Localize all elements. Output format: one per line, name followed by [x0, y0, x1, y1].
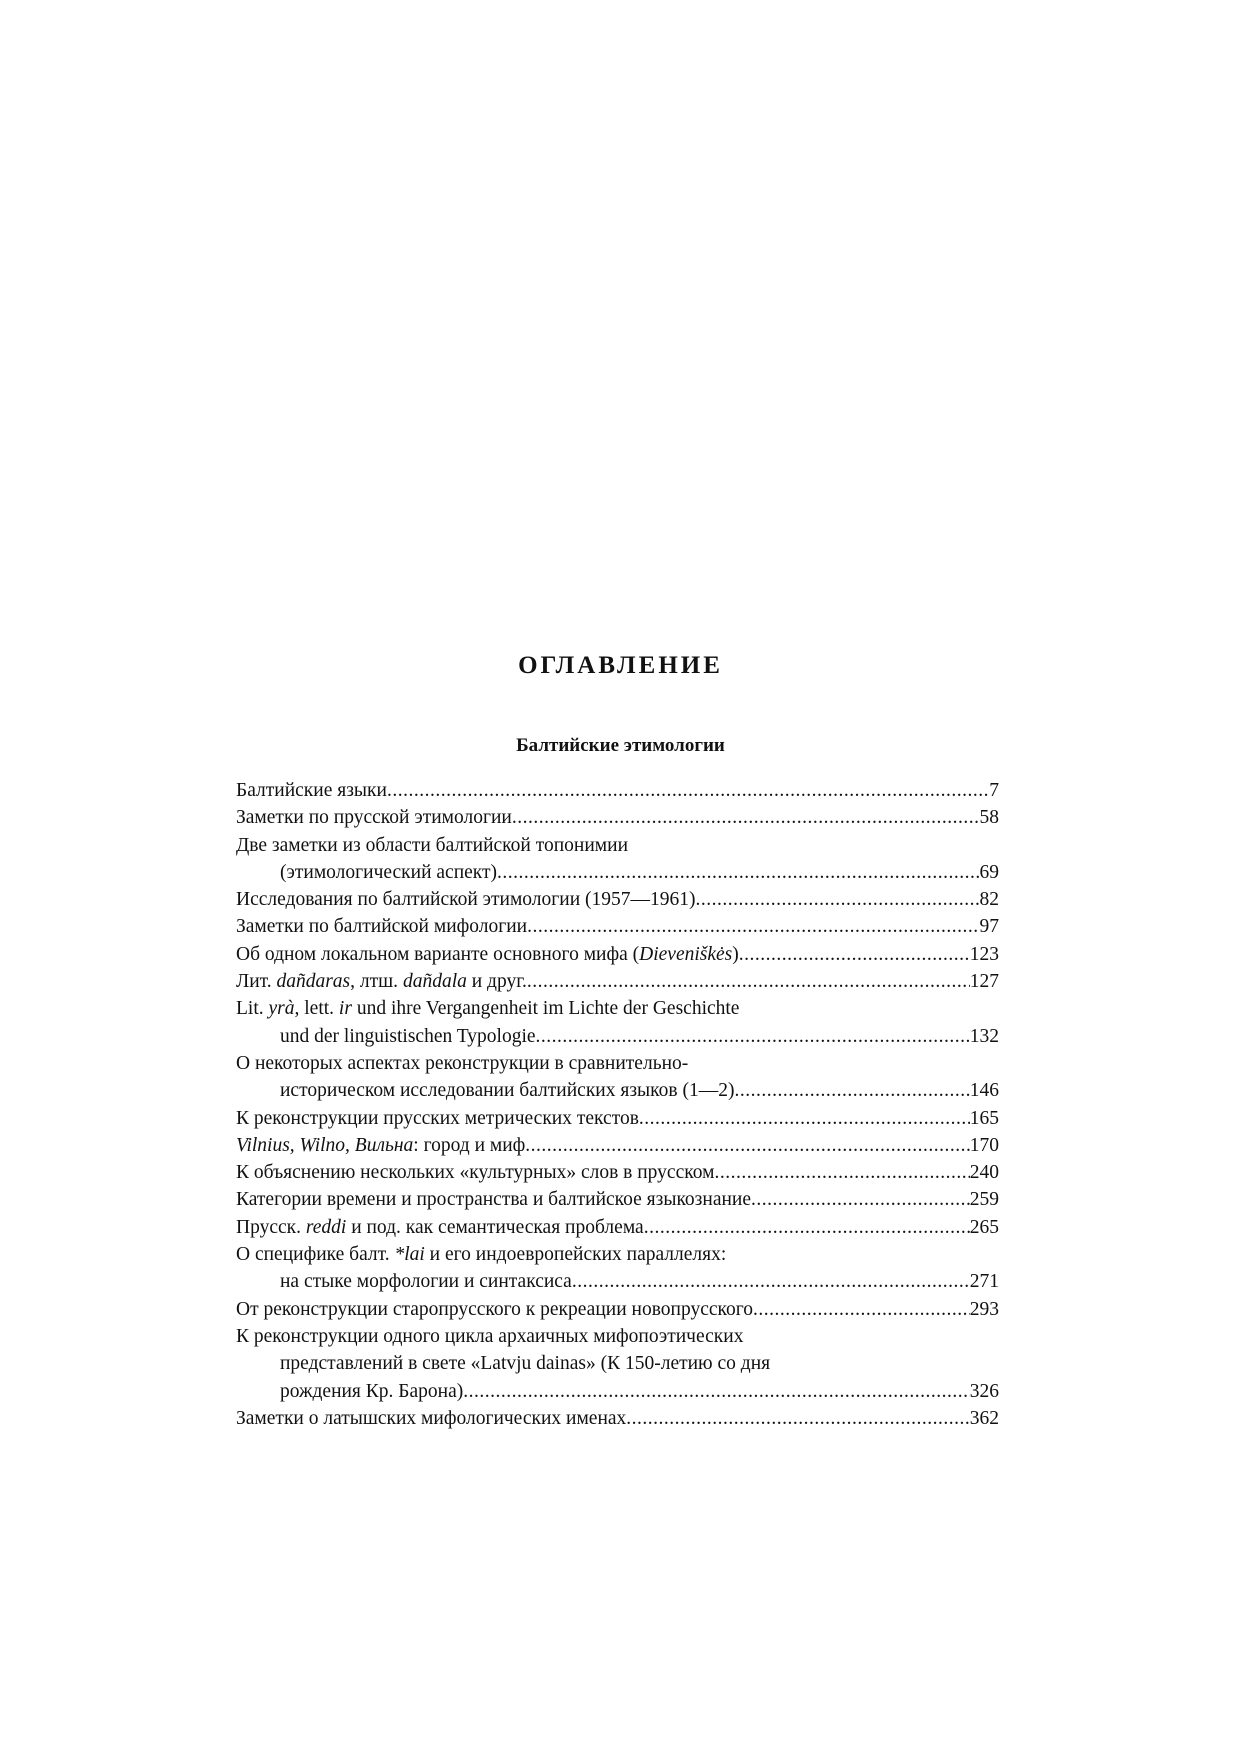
- toc-line: [236, 886, 999, 913]
- toc-line: [236, 913, 999, 940]
- toc-line: [236, 1105, 999, 1132]
- toc-page-number: 69: [979, 861, 999, 883]
- toc-entry[interactable]: [236, 995, 999, 1050]
- toc-entry[interactable]: [236, 777, 999, 804]
- toc-entry-title: Заметки о латышских мифологических именах: [236, 1407, 627, 1429]
- dot-leader: [739, 941, 970, 968]
- toc-entry[interactable]: [236, 941, 999, 968]
- table-of-contents: [236, 777, 999, 1432]
- toc-entry-title: К объяснению нескольких «культурных» слов в прусском: [236, 1162, 715, 1184]
- toc-line: [236, 1023, 999, 1050]
- toc-entry[interactable]: [236, 804, 999, 831]
- dot-leader: [527, 913, 979, 940]
- toc-line: [236, 1323, 999, 1350]
- dot-leader: [753, 1296, 970, 1323]
- toc-entry-title: представлений в свете «Latvju dainas» (К 150-летию со дня: [280, 1353, 771, 1375]
- toc-line: [236, 1077, 999, 1104]
- toc-page-number: 7: [989, 780, 999, 801]
- dot-leader: [525, 1132, 969, 1159]
- toc-page-number: 58: [979, 807, 999, 829]
- toc-line: [236, 1378, 999, 1405]
- toc-line: [236, 1159, 999, 1186]
- toc-page-number: 132: [969, 1025, 999, 1047]
- toc-page-number: 259: [969, 1189, 999, 1211]
- toc-entry[interactable]: [236, 1050, 999, 1105]
- toc-line: [236, 941, 999, 968]
- toc-line: [236, 777, 999, 804]
- toc-page-number: 362: [969, 1407, 999, 1429]
- toc-line: [236, 968, 999, 995]
- toc-entry-title: О специфике балт. *lai и его индоевропейских параллелях:: [236, 1244, 727, 1266]
- toc-entry-title: О некоторых аспектах реконструкции в сравнительно-: [236, 1052, 689, 1074]
- dot-leader: [387, 777, 989, 804]
- toc-line: [236, 1050, 999, 1077]
- toc-entry[interactable]: [236, 1241, 999, 1296]
- toc-entry[interactable]: [236, 1132, 999, 1159]
- toc-entry-title: Лит. dañdaras, лтш. dañdala и друг.: [236, 971, 527, 993]
- toc-line: [236, 1405, 999, 1432]
- toc-page-number: 326: [969, 1380, 999, 1402]
- toc-line: [236, 1350, 999, 1377]
- dot-leader: [512, 804, 980, 831]
- toc-entry-title: на стыке морфологии и синтаксиса: [280, 1271, 572, 1293]
- section-title: Балтийские этимологии: [516, 735, 725, 756]
- toc-line: [236, 832, 999, 859]
- toc-page-number: 265: [969, 1216, 999, 1238]
- toc-entry-title: Заметки по балтийской мифологии: [236, 916, 528, 938]
- toc-entry-title: К реконструкции прусских метрических текстов: [236, 1107, 639, 1129]
- dot-leader: [527, 968, 970, 995]
- toc-entry[interactable]: [236, 1296, 999, 1323]
- dot-leader: [714, 1159, 969, 1186]
- toc-entry-title: (этимологический аспект): [280, 861, 498, 883]
- dot-leader: [644, 1214, 970, 1241]
- toc-line: [236, 1214, 999, 1241]
- toc-entry-title: Исследования по балтийской этимологии (1957—1961): [236, 889, 696, 911]
- toc-entry[interactable]: [236, 968, 999, 995]
- toc-page-number: 127: [969, 971, 999, 993]
- dot-leader: [734, 1077, 969, 1104]
- toc-entry-title: историческом исследовании балтийских языков (1—2): [280, 1080, 735, 1102]
- toc-line: [236, 1186, 999, 1213]
- dot-leader: [639, 1105, 970, 1132]
- dot-leader: [696, 886, 980, 913]
- toc-line: [236, 1296, 999, 1323]
- toc-entry-title: Балтийские языки: [236, 780, 387, 801]
- toc-entry-title: Две заметки из области балтийской топонимии: [236, 834, 629, 856]
- toc-line: [236, 804, 999, 831]
- toc-line: [236, 1241, 999, 1268]
- toc-page-number: 271: [969, 1271, 999, 1293]
- toc-entry-title: Vilnius, Wilno, Вильна: город и миф: [236, 1134, 526, 1156]
- toc-entry[interactable]: [236, 886, 999, 913]
- toc-entry[interactable]: [236, 1159, 999, 1186]
- toc-page-number: 240: [969, 1162, 999, 1184]
- toc-page-number: 123: [969, 943, 999, 965]
- dot-leader: [497, 859, 979, 886]
- dot-leader: [626, 1405, 969, 1432]
- toc-entry-title: От реконструкции старопрусского к рекреации новопрусского: [236, 1298, 753, 1320]
- toc-entry[interactable]: [236, 913, 999, 940]
- toc-page-number: 82: [979, 889, 999, 911]
- toc-entry-title: und der linguistischen Typologie: [280, 1025, 536, 1047]
- dot-leader: [463, 1378, 970, 1405]
- toc-entry-title: Lit. yrà, lett. ir und ihre Vergangenheit im Lichte der Geschichte: [236, 998, 740, 1020]
- dot-leader: [751, 1186, 970, 1213]
- toc-entry[interactable]: [236, 1214, 999, 1241]
- toc-entry-title: Прусск. reddi и под. как семантическая проблема: [236, 1216, 644, 1238]
- toc-page-number: 97: [979, 916, 999, 938]
- toc-entry[interactable]: [236, 1405, 999, 1432]
- dot-leader: [536, 1023, 970, 1050]
- toc-entry[interactable]: [236, 1323, 999, 1405]
- toc-line: [236, 1132, 999, 1159]
- toc-page-number: 170: [969, 1134, 999, 1156]
- toc-line: [236, 1268, 999, 1295]
- toc-entry-title: Об одном локальном варианте основного мифа (Dieveniškės): [236, 943, 739, 965]
- dot-leader: [572, 1268, 970, 1295]
- toc-entry[interactable]: [236, 1186, 999, 1213]
- toc-page-number: 293: [969, 1298, 999, 1320]
- toc-entry-title: Заметки по прусской этимологии: [236, 807, 512, 829]
- toc-page-number: 146: [969, 1080, 999, 1102]
- toc-entry-title: К реконструкции одного цикла архаичных мифопоэтических: [236, 1325, 744, 1347]
- page-title: ОГЛАВЛЕНИЕ: [518, 652, 723, 679]
- toc-entry[interactable]: [236, 1105, 999, 1132]
- toc-entry-title: рождения Кр. Барона): [280, 1380, 464, 1402]
- toc-line: [236, 995, 999, 1022]
- toc-page-number: 165: [969, 1107, 999, 1129]
- toc-line: [236, 859, 999, 886]
- toc-entry-title: Категории времени и пространства и балтийское языкознание: [236, 1189, 751, 1211]
- toc-entry[interactable]: [236, 832, 999, 887]
